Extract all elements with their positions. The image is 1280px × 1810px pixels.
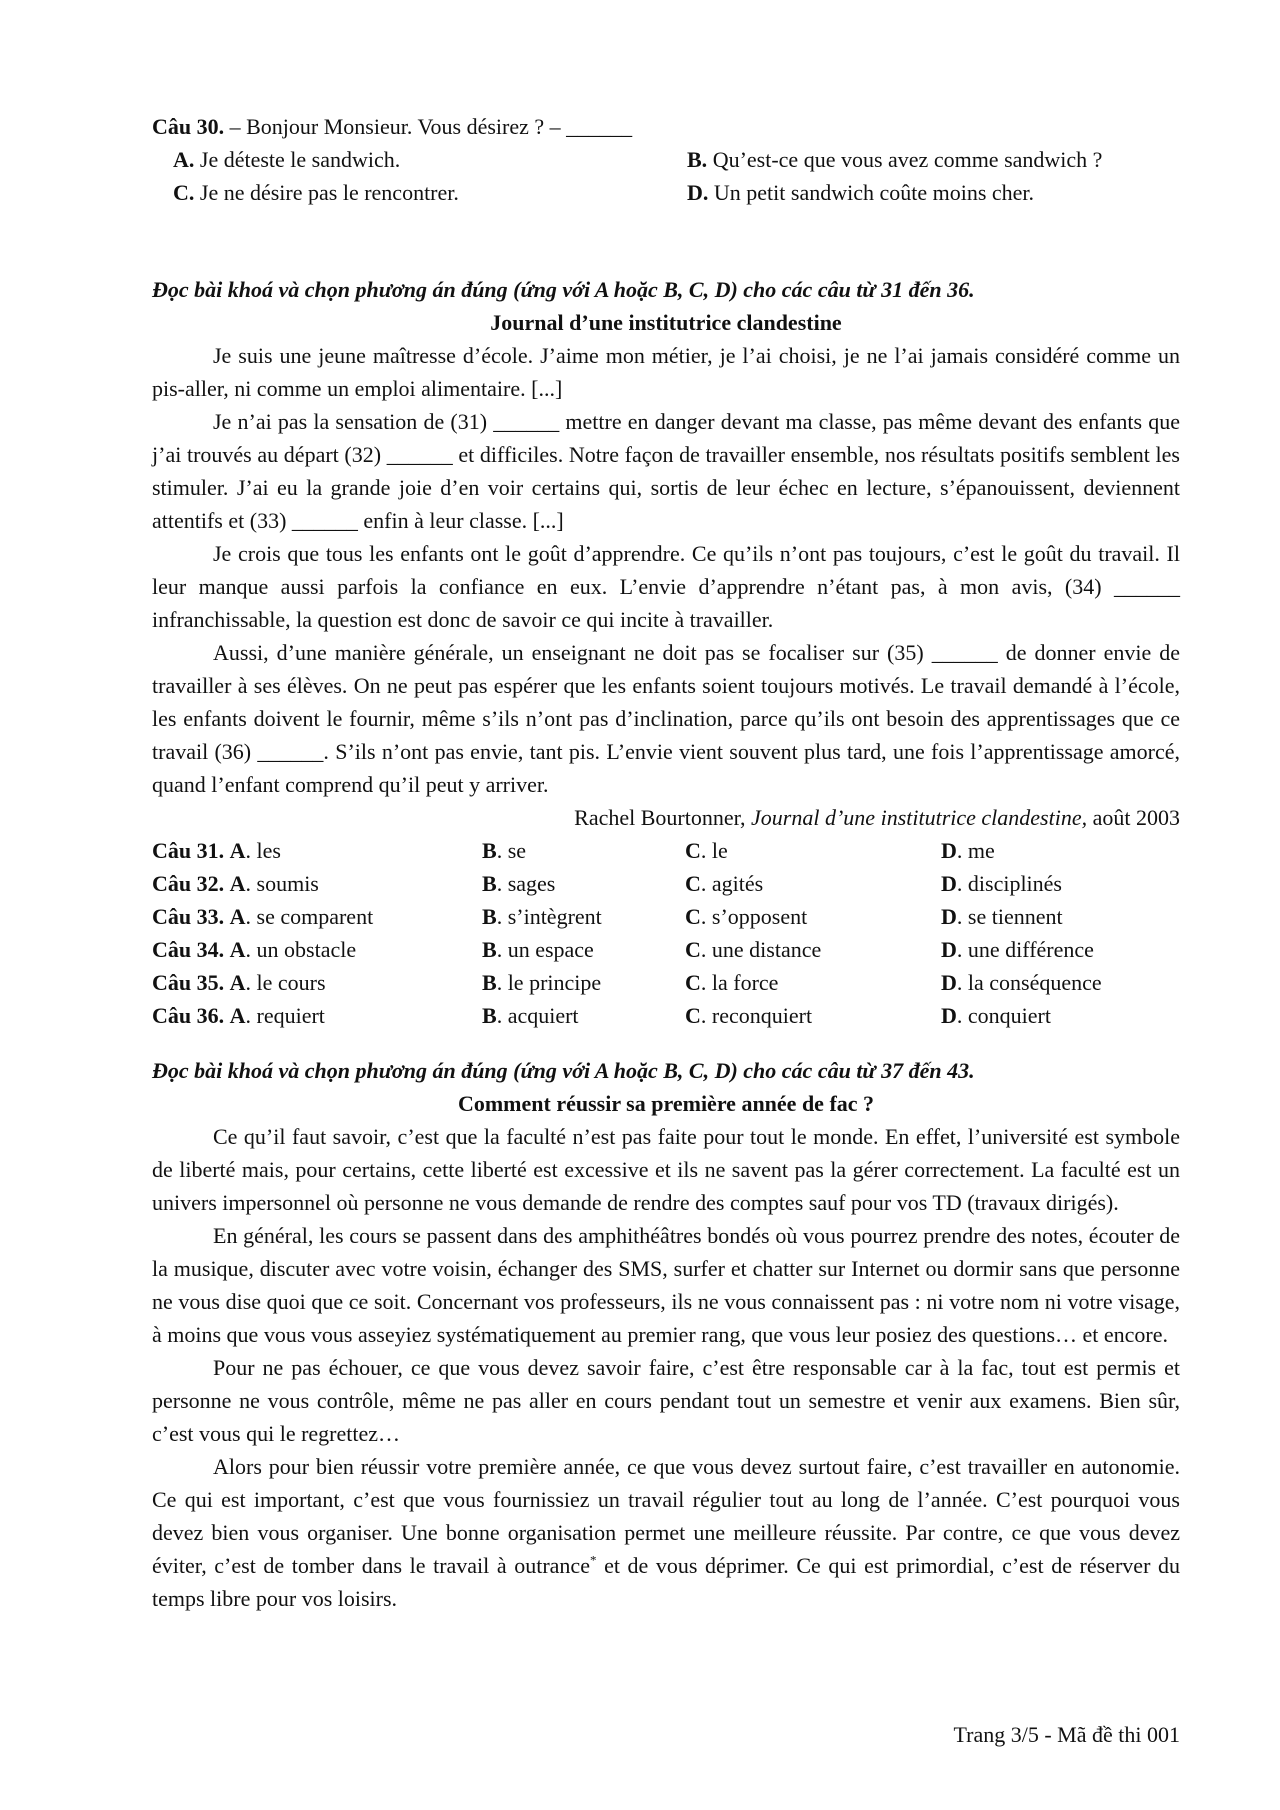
option-text: les bbox=[251, 838, 281, 863]
section-2-instruction: Đọc bài khoá và chọn phương án đúng (ứng với A hoặc B, C, D) cho các câu từ 37 đến 43. bbox=[152, 1058, 975, 1083]
paragraph: En général, les cours se passent dans des amphithéâtres bondés où vous pourrez prendre des notes, écouter de la musique, discuter avec votre voisin, échanger des SMS, surfer et chatter sur Internet ou dormir sans que personne ne vous dise quoi que ce soit. Concernant vos professeurs, ils ne vous connaissent pas : ni votre nom ni votre visage, à moins que vous vous asseyiez systématiquement au premier rang, que vous leur posiez des questions… et encore. bbox=[152, 1223, 1180, 1347]
paragraph: Pour ne pas échouer, ce que vous devez savoir faire, c’est être responsable car à la fac, tout est permis et personne ne vous contrôle, même ne pas aller en cours pendant tout un semestre et venir aux examens. Bien sûr, c’est vous qui le regrettez… bbox=[152, 1355, 1180, 1446]
option-letter: A bbox=[229, 904, 246, 929]
option-text: me bbox=[962, 838, 995, 863]
option-text: s’opposent bbox=[706, 904, 808, 929]
paragraph: Je crois que tous les enfants ont le goût d’apprendre. Ce qu’ils n’ont pas toujours, c’est le goût du travail. Il leur manque aussi parfois la confiance en eux. L’envie d’apprendre n’étant pas, à mon avis, (34) ______ infranchissable, la question est donc de savoir ce qui incite à travailler. bbox=[152, 541, 1180, 632]
exam-page bbox=[152, 110, 1180, 1615]
source-title: Journal d’une institutrice clandestine, bbox=[751, 805, 1088, 830]
option-text: une différence bbox=[962, 937, 1094, 962]
source-citation bbox=[152, 801, 1180, 834]
option-letter: A. bbox=[173, 147, 195, 172]
option-letter: C bbox=[685, 838, 701, 863]
option-text: Qu’est-ce que vous avez comme sandwich ? bbox=[707, 147, 1103, 172]
option-letter: B bbox=[482, 1003, 497, 1028]
option-letter: D bbox=[941, 970, 957, 995]
option-letter: B bbox=[482, 904, 497, 929]
option-letter: C bbox=[685, 904, 701, 929]
option-text: soumis bbox=[251, 871, 319, 896]
option-letter: D. bbox=[687, 180, 709, 205]
question-30 bbox=[152, 110, 1180, 143]
section-2-title: Comment réussir sa première année de fac ? bbox=[457, 1091, 875, 1116]
option-letter: B bbox=[482, 871, 497, 896]
option-text: un obstacle bbox=[251, 937, 357, 962]
paragraph: Je suis une jeune maîtresse d’école. J’aime mon métier, je l’ai choisi, je ne l’ai jamais considéré comme un pis-aller, ni comme un emploi alimentaire. [...] bbox=[152, 343, 1180, 401]
option-letter: D bbox=[941, 904, 957, 929]
question-label: Câu 36. bbox=[152, 1003, 225, 1028]
option-d bbox=[687, 176, 1034, 209]
option-text: conquiert bbox=[962, 1003, 1051, 1028]
option-text: un espace bbox=[502, 937, 594, 962]
option-letter: C bbox=[685, 937, 701, 962]
option-letter: D bbox=[941, 1003, 957, 1028]
question-label: Câu 34. bbox=[152, 937, 225, 962]
option-letter: D bbox=[941, 937, 957, 962]
option-a bbox=[173, 143, 687, 176]
answer-row: Câu 35. A. le cours B. le principe C. la force D. la conséquence bbox=[152, 970, 1102, 995]
option-letter: D bbox=[941, 838, 957, 863]
option-letter: D bbox=[941, 871, 957, 896]
option-letter: A bbox=[229, 1003, 246, 1028]
option-text: se bbox=[502, 838, 527, 863]
question-label: Câu 31. bbox=[152, 838, 225, 863]
section-1-instruction: Đọc bài khoá và chọn phương án đúng (ứng với A hoặc B, C, D) cho các câu từ 31 đến 36. bbox=[152, 277, 975, 302]
paragraph: Je n’ai pas la sensation de (31) ______ mettre en danger devant ma classe, pas même devant des enfants que j’ai trouvés au départ (32) ______ et difficiles. Notre façon de travailler ensemble, nos résultats positifs semblent les stimuler. J’ai eu la grande joie d’en voir certains qui, sortis de leur échec en lecture, s’épanouissent, deviennent attentifs et (33) ______ enfin à leur classe. [...] bbox=[152, 409, 1180, 533]
question-text: – Bonjour Monsieur. Vous désirez ? – ______ bbox=[224, 114, 633, 139]
source-author: Rachel Bourtonner, bbox=[574, 805, 752, 830]
option-letter: A bbox=[229, 937, 246, 962]
option-letter: C bbox=[685, 970, 701, 995]
option-text: requiert bbox=[251, 1003, 325, 1028]
option-letter: C bbox=[685, 1003, 701, 1028]
answer-row: Câu 32. A. soumis B. sages C. agités D. disciplinés bbox=[152, 871, 1062, 896]
option-text: disciplinés bbox=[962, 871, 1062, 896]
question-label: Câu 30. bbox=[152, 114, 225, 139]
option-text: la conséquence bbox=[962, 970, 1102, 995]
option-b bbox=[687, 143, 1102, 176]
answer-row: Câu 31. A. les B. se C. le D. me bbox=[152, 838, 995, 863]
option-letter: B. bbox=[687, 147, 708, 172]
option-text: Un petit sandwich coûte moins cher. bbox=[708, 180, 1035, 205]
option-text: le cours bbox=[251, 970, 326, 995]
paragraph-text: et de vous déprimer. Ce qui est primordial, c’est de réserver du temps libre pour vos loisirs. bbox=[152, 1553, 1180, 1611]
option-letter: A bbox=[229, 838, 246, 863]
page-footer: Trang 3/5 - Mã đề thi 001 bbox=[953, 1722, 1180, 1747]
section-1-title: Journal d’une institutrice clandestine bbox=[490, 310, 842, 335]
option-text: sages bbox=[502, 871, 556, 896]
option-text: acquiert bbox=[502, 1003, 579, 1028]
option-letter: A bbox=[229, 970, 246, 995]
answer-row: Câu 36. A. requiert B. acquiert C. reconquiert D. conquiert bbox=[152, 1003, 1051, 1028]
option-letter: B bbox=[482, 838, 497, 863]
option-text: le bbox=[706, 838, 728, 863]
option-text: s’intègrent bbox=[502, 904, 602, 929]
source-date: août 2003 bbox=[1087, 805, 1180, 830]
paragraph bbox=[152, 1450, 1180, 1615]
question-label: Câu 33. bbox=[152, 904, 225, 929]
option-text: se comparent bbox=[251, 904, 374, 929]
footnote-mark: * bbox=[589, 1552, 597, 1568]
answer-grid bbox=[152, 834, 1180, 1032]
option-text: reconquiert bbox=[706, 1003, 813, 1028]
answer-row: Câu 34. A. un obstacle B. un espace C. une distance D. une différence bbox=[152, 937, 1094, 962]
option-c bbox=[173, 176, 687, 209]
option-text: agités bbox=[706, 871, 764, 896]
option-letter: A bbox=[229, 871, 246, 896]
question-label: Câu 35. bbox=[152, 970, 225, 995]
option-letter: B bbox=[482, 937, 497, 962]
answer-row: Câu 33. A. se comparent B. s’intègrent C. s’opposent D. se tiennent bbox=[152, 904, 1063, 929]
option-text: la force bbox=[706, 970, 779, 995]
paragraph: Ce qu’il faut savoir, c’est que la faculté n’est pas faite pour tout le monde. En effet, l’université est symbole de liberté mais, pour certains, cette liberté est excessive et ils ne savent pas la gérer correctement. La faculté est un univers impersonnel où personne ne vous demande de rendre des comptes sauf pour vos TD (travaux dirigés). bbox=[152, 1124, 1180, 1215]
option-text: se tiennent bbox=[962, 904, 1063, 929]
option-text: Je déteste le sandwich. bbox=[194, 147, 401, 172]
option-text: le principe bbox=[502, 970, 602, 995]
q30-options-row-1 bbox=[152, 143, 1180, 176]
question-label: Câu 32. bbox=[152, 871, 225, 896]
paragraph-text: Alors pour bien réussir votre première année, ce que vous devez surtout faire, c’est travailler en autonomie. Ce qui est important, c’est que vous fournissiez un travail régulier tout au long de l’année. C’est pourquoi vous devez bien vous organiser. Une bonne organisation permet une meilleure réussite. Par contre, ce que vous devez éviter, c’est de tomber dans le travail à outrance bbox=[152, 1454, 1180, 1578]
option-text: une distance bbox=[706, 937, 822, 962]
paragraph: Aussi, d’une manière générale, un enseignant ne doit pas se focaliser sur (35) ______ de donner envie de travailler à ses élèves. On ne peut pas espérer que les enfants soient toujours motivés. Le travail demandé à l’école, les enfants doivent le fournir, même s’ils n’ont pas d’inclination, parce qu’ils ont besoin des apprentissages que ce travail (36) ______. S’ils n’ont pas envie, tant pis. L’envie vient souvent plus tard, une fois l’apprentissage amorcé, quand l’enfant comprend qu’il peut y arriver. bbox=[152, 640, 1180, 797]
option-letter: C. bbox=[173, 180, 195, 205]
q30-options-row-2 bbox=[152, 176, 1180, 209]
option-text: Je ne désire pas le rencontrer. bbox=[194, 180, 459, 205]
option-letter: B bbox=[482, 970, 497, 995]
option-letter: C bbox=[685, 871, 701, 896]
